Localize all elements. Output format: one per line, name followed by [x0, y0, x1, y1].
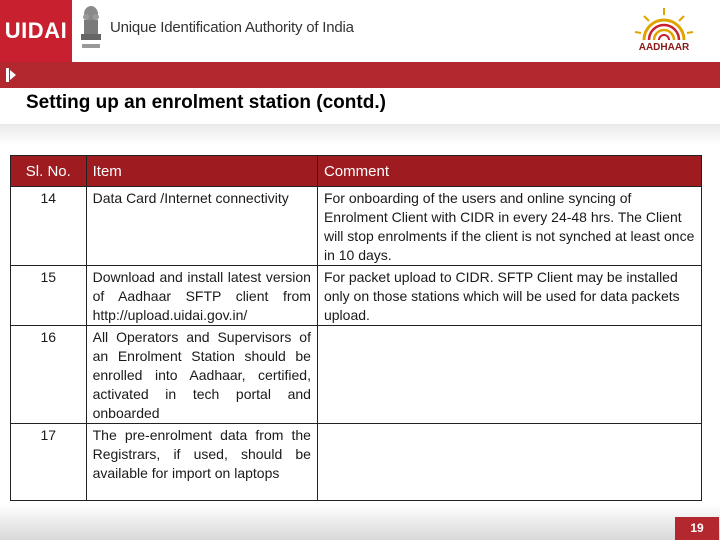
enrolment-table — [10, 155, 702, 501]
aadhaar-sun-icon — [630, 6, 698, 42]
table-row — [11, 187, 702, 266]
row-number: 15 — [11, 266, 87, 326]
column-header-item: Item — [86, 156, 317, 187]
row-number: 17 — [11, 424, 87, 501]
header — [0, 0, 720, 62]
row-item: Data Card /Internet connectivity — [86, 187, 317, 266]
page-number: 19 — [675, 517, 719, 540]
nav-bar — [0, 62, 720, 88]
row-item: All Operators and Supervisors of an Enrolment Station should be enrolled into Aadhaar, certified, activated in tech portal and onboarded — [86, 326, 317, 424]
table-row — [11, 266, 702, 326]
title-divider — [0, 124, 720, 146]
table-row — [11, 424, 702, 501]
row-number: 16 — [11, 326, 87, 424]
table-row — [11, 326, 702, 424]
national-emblem-icon — [76, 4, 106, 56]
play-arrow-icon — [6, 68, 16, 82]
aadhaar-logo — [630, 6, 698, 60]
row-comment: For packet upload to CIDR. SFTP Client may be installed only on those stations which will be used for data packets upload. — [317, 266, 701, 326]
row-item: The pre-enrolment data from the Registrars, if used, should be available for import on laptops — [86, 424, 317, 501]
table-header-row — [11, 156, 702, 187]
slide-title: Setting up an enrolment station (contd.) — [26, 92, 386, 113]
column-header-sl-no: Sl. No. — [11, 156, 87, 187]
uidai-logo: UIDAI — [0, 0, 72, 62]
footer-bar — [0, 504, 720, 540]
row-item: Download and install latest version of Aadhaar SFTP client from http://upload.uidai.gov.in/ — [86, 266, 317, 326]
row-comment — [317, 424, 701, 501]
aadhaar-label: AADHAAR — [638, 42, 690, 53]
row-comment: For onboarding of the users and online syncing of Enrolment Client with CIDR in every 24-48 hrs. The Client will stop enrolments if the client is not synched at least once in 10 days. — [317, 187, 701, 266]
org-name: Unique Identification Authority of India — [110, 19, 354, 36]
row-comment — [317, 326, 701, 424]
column-header-comment: Comment — [317, 156, 701, 187]
row-number: 14 — [11, 187, 87, 266]
